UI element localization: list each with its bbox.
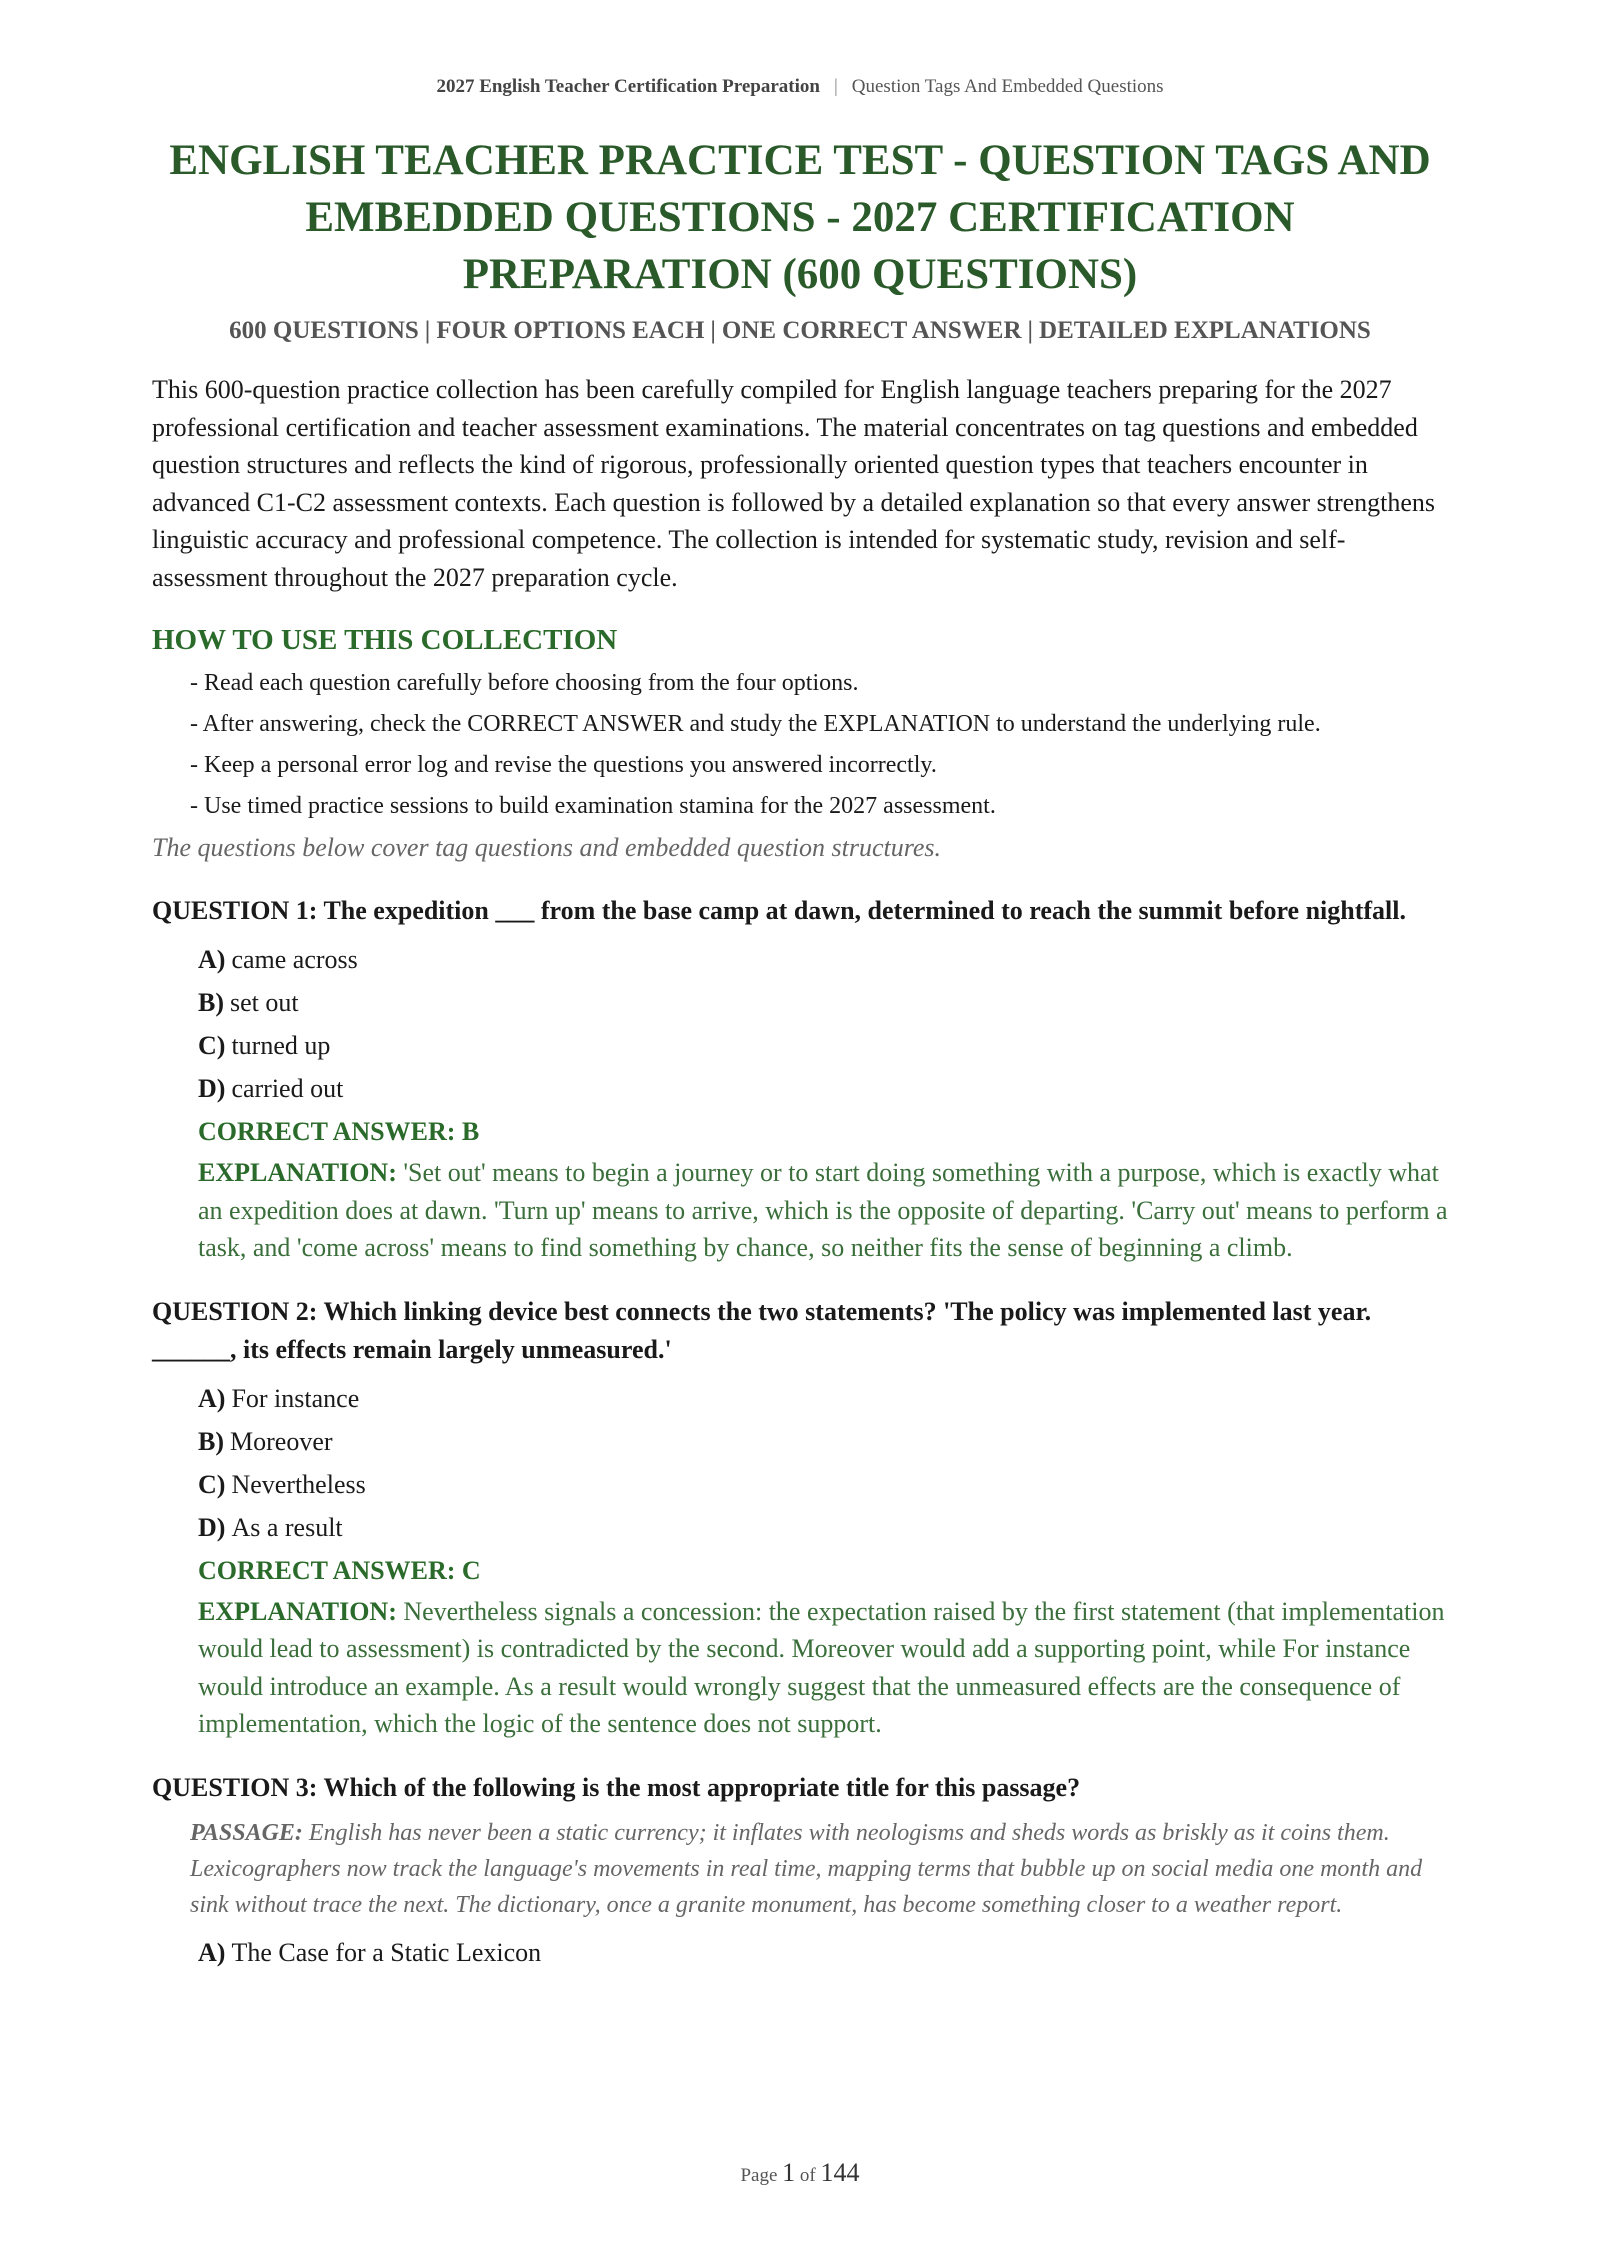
subtitle-separator: |: [424, 317, 431, 344]
how-to-list: [190, 666, 1448, 824]
option-a: [198, 1931, 1448, 1974]
option-letter: D): [198, 1512, 226, 1542]
subtitle-item: ONE CORRECT ANSWER: [721, 317, 1022, 344]
option-d: [198, 1067, 1448, 1110]
option-b: [198, 1420, 1448, 1463]
how-to-heading: HOW TO USE THIS COLLECTION: [152, 624, 618, 656]
option-list: [198, 1931, 1448, 1974]
option-text: came across: [231, 945, 358, 974]
total-page-count: 144: [820, 2158, 860, 2187]
option-b: [198, 981, 1448, 1024]
explanation-text: Nevertheless signals a concession: the expectation raised by the first statement (that implementation would lead to assessment) is contradicted by the second. Moreover would add a supporting point, while For instance would introduce an example. As a result would wrongly suggest that the unmeasured effects are the consequence of implementation, which the logic of the sentence does not support.: [198, 1596, 1445, 1738]
explanation-label: EXPLANATION:: [198, 1158, 397, 1187]
question-stem: QUESTION 1: The expedition ___ from the base camp at dawn, determined to reach the summit before nightfall.: [152, 896, 1406, 925]
main-content: [152, 132, 1448, 1974]
option-text: carried out: [231, 1074, 344, 1103]
option-text: turned up: [231, 1031, 331, 1060]
passage-text: English has never been a static currency; it inflates with neologisms and sheds words as briskly as it coins them. Lexicographers now track the language's movements in real time, mapping terms that bubble up on social media one month and sink without trace the next. The dictionary, once a granite monument, has become something closer to a weather report.: [190, 1819, 1423, 1918]
option-list: [198, 938, 1448, 1110]
explanation-text: 'Set out' means to begin a journey or to start doing something with a purpose, which is exactly what an expedition does at dawn. 'Turn up' means to arrive, which is the opposite of departing. 'Carry out' means to perform a task, and 'come across' means to find something by chance, so neither fits the sense of beginning a climb.: [198, 1158, 1448, 1262]
option-letter: B): [198, 1426, 224, 1456]
coverage-note: The questions below cover tag questions and embedded question structures.: [152, 833, 942, 862]
option-text: Nevertheless: [231, 1469, 366, 1499]
how-to-step: - Keep a personal error log and revise the questions you answered incorrectly.: [190, 752, 937, 778]
header-topic: Question Tags And Embedded Questions: [851, 76, 1164, 97]
option-a: [198, 1377, 1448, 1420]
option-c: [198, 1024, 1448, 1067]
page-footer: [0, 2158, 1600, 2188]
option-text: Moreover: [230, 1426, 333, 1456]
option-text: set out: [230, 988, 299, 1017]
correct-answer: CORRECT ANSWER: B: [198, 1117, 480, 1146]
option-letter: A): [198, 945, 226, 974]
document-title: ENGLISH TEACHER PRACTICE TEST - QUESTION TAGS AND EMBEDDED QUESTIONS - 2027 CERTIFICATION PREPARATION (600 QUESTIONS): [169, 137, 1431, 298]
option-letter: B): [198, 988, 224, 1017]
current-page-number: 1: [782, 2158, 796, 2187]
option-letter: C): [198, 1469, 226, 1499]
question-3: [152, 1769, 1448, 1974]
subtitle-separator: |: [1027, 317, 1034, 344]
option-a: [198, 938, 1448, 981]
header-separator: |: [833, 76, 838, 97]
option-text: The Case for a Static Lexicon: [231, 1937, 542, 1967]
subtitle-item: FOUR OPTIONS EACH: [436, 317, 705, 344]
subtitle-item: 600 QUESTIONS: [229, 317, 419, 344]
question-2: [152, 1293, 1448, 1743]
running-header: [0, 76, 1600, 98]
option-text: For instance: [231, 1383, 360, 1413]
page-label: Page: [740, 2165, 778, 2186]
correct-answer: CORRECT ANSWER: C: [198, 1555, 481, 1585]
page-of-label: of: [799, 2165, 816, 2186]
option-list: [198, 1377, 1448, 1549]
explanation-label: EXPLANATION:: [198, 1596, 397, 1626]
header-course-title: 2027 English Teacher Certification Preparation: [436, 76, 820, 97]
option-c: [198, 1463, 1448, 1506]
how-to-step: - Read each question carefully before choosing from the four options.: [190, 670, 859, 696]
question-stem: QUESTION 2: Which linking device best connects the two statements? 'The policy was implemented last year. ______, its effects remain largely unmeasured.': [152, 1296, 1372, 1364]
question-1: [152, 892, 1448, 1267]
option-letter: A): [198, 1937, 226, 1967]
option-text: As a result: [231, 1512, 343, 1542]
subtitle-item: DETAILED EXPLANATIONS: [1039, 317, 1371, 344]
intro-paragraph: This 600-question practice collection has been carefully compiled for English language teachers preparing for the 2027 professional certification and teacher assessment examinations. The material concentrates on tag questions and embedded question structures and reflects the kind of rigorous, professionally oriented question types that teachers encounter in advanced C1-C2 assessment contexts. Each question is followed by a detailed explanation so that every answer strengthens linguistic accuracy and professional competence. The collection is intended for systematic study, revision and self-assessment throughout the 2027 preparation cycle.: [152, 375, 1436, 592]
how-to-step: - Use timed practice sessions to build examination stamina for the 2027 assessment.: [190, 793, 996, 819]
subtitle-separator: |: [710, 317, 716, 344]
subtitle-bar: [152, 317, 1448, 345]
option-d: [198, 1506, 1448, 1549]
explanation: [198, 1154, 1448, 1267]
question-stem: QUESTION 3: Which of the following is the most appropriate title for this passage?: [152, 1772, 1081, 1802]
how-to-step: - After answering, check the CORRECT ANSWER and study the EXPLANATION to understand the underlying rule.: [190, 711, 1321, 737]
option-letter: A): [198, 1383, 226, 1413]
option-letter: D): [198, 1074, 226, 1103]
reading-passage: [190, 1815, 1448, 1923]
passage-label: PASSAGE:: [190, 1819, 303, 1846]
explanation: [198, 1593, 1448, 1743]
option-letter: C): [198, 1031, 226, 1060]
